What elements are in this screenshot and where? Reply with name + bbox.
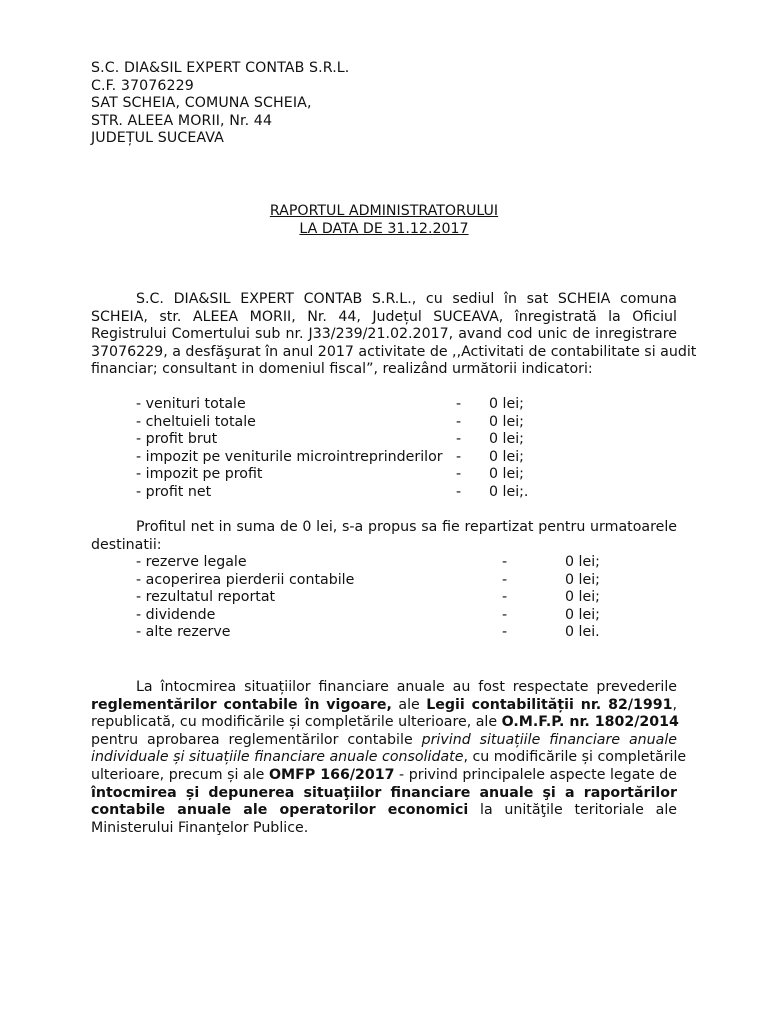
legal-line [91,714,677,732]
indicator-dash: - [456,396,462,412]
intro-line: SCHEIA, str. ALEEA MORII, Nr. 44, Județul SUCEAVA, înregistrată la Oficiul [91,308,677,325]
legal-line: La întocmirea situațiilor financiare anuale au fost respectate prevederile [136,679,677,695]
legal-text: ale [391,696,427,713]
destination-value: 0 lei. [565,624,600,641]
destination-label: - rezultatul reportat [136,589,276,606]
indicator-value: 0 lei; [489,413,524,430]
legal-text: la unităţile teritoriale ale [468,802,677,819]
indicator-row [136,484,528,502]
indicator-value: 0 lei; [489,466,524,483]
report-title-line1: RAPORTUL ADMINISTRATORULUI [269,203,499,219]
destination-label: - alte rezerve [136,624,231,641]
indicator-dash: - [456,448,462,465]
indicator-label: - venituri totale [136,396,246,412]
legal-ref: O.M.F.P. nr. 1802/2014 [501,714,679,731]
company-header [91,60,349,148]
intro-line: 37076229, a desfăşurat în anul 2017 activitate de ,,Activitati de contabilitate si audit [91,343,697,360]
legal-ref: reglementărilor contabile în vigoare, [91,696,392,713]
destination-row [136,589,600,607]
company-county: JUDEȚUL SUCEAVA [91,130,224,147]
destination-row [136,572,600,590]
indicator-label: - profit brut [136,431,218,448]
destination-row [136,554,600,572]
indicator-dash: - [456,431,462,448]
legal-ref: contabile anuale ale operatorilor economici [91,802,469,819]
legal-text: , [672,696,678,713]
indicator-label: - impozit pe profit [136,466,263,483]
legal-line [91,732,677,750]
indicator-label: - profit net [136,483,212,500]
destination-value: 0 lei; [565,554,600,570]
indicator-label: - impozit pe veniturile microintreprinderilor [136,448,443,465]
intro-paragraph [91,291,697,379]
legal-paragraph [91,679,687,837]
legal-ref: întocmirea și depunerea situaţiilor financiare anuale şi a raportărilor [91,784,677,801]
destination-dash: - [502,624,508,641]
legal-line [91,785,677,803]
indicator-dash: - [456,483,462,500]
destination-value: 0 lei; [565,589,600,606]
destination-dash: - [502,571,508,588]
intro-line: financiar; consultant in domeniul fiscal”, realizând următorii indicatori: [91,361,593,378]
legal-text: ulterioare, precum și ale [91,766,269,783]
legal-text: , cu modificările și completările [463,749,687,766]
company-address-line2: STR. ALEEA MORII, Nr. 44 [91,112,273,129]
intro-line: S.C. DIA&SIL EXPERT CONTAB S.R.L., cu sediul în sat SCHEIA comuna [136,291,677,307]
company-name: S.C. DIA&SIL EXPERT CONTAB S.R.L. [91,60,350,76]
legal-text: pentru aprobarea reglementărilor contabile [91,731,422,748]
indicator-value: 0 lei; [489,431,524,448]
legal-line [91,697,677,715]
destination-row [136,607,600,625]
intro-line: Registrului Comertului sub nr. J33/239/21.02.2017, avand cod unic de inregistrare [91,326,677,343]
legal-line [91,767,677,785]
legal-line: Ministerului Finanţelor Publice. [91,819,309,836]
legal-italic: privind situațiile financiare anuale [421,731,677,748]
indicator-row [136,466,528,484]
indicator-row [136,449,528,467]
company-cf: C.F. 37076229 [91,77,194,94]
legal-italic: individuale și situațiile financiare anuale consolidate [91,749,464,766]
indicator-row [136,396,528,414]
destination-dash: - [502,589,508,606]
destination-label: - dividende [136,606,216,623]
indicator-dash: - [456,413,462,430]
indicator-row [136,414,528,432]
indicator-value: 0 lei; [489,396,524,412]
destination-value: 0 lei; [565,606,600,623]
destination-label: - rezerve legale [136,554,247,570]
destination-label: - acoperirea pierderii contabile [136,571,355,588]
legal-text: republicată, cu modificările și completările ulterioare, ale [91,714,502,731]
destinations-table [136,554,600,642]
legal-line [91,749,687,767]
destination-dash: - [502,554,508,570]
profit-line: Profitul net in suma de 0 lei, s-a propus sa fie repartizat pentru urmatoarele [136,519,677,535]
legal-text: - privind principalele aspecte legate de [394,766,677,783]
destination-value: 0 lei; [565,571,600,588]
report-title-line2: LA DATA DE 31.12.2017 [299,220,469,237]
profit-paragraph [91,519,677,554]
indicator-label: - cheltuieli totale [136,413,256,430]
legal-ref: OMFP 166/2017 [268,766,395,783]
destination-row [136,624,600,642]
company-address-line1: SAT SCHEIA, COMUNA SCHEIA, [91,95,312,112]
indicator-dash: - [456,466,462,483]
legal-line [91,802,677,820]
report-title [0,203,768,238]
indicators-table [136,396,528,502]
legal-ref: Legii contabilității nr. 82/1991 [426,696,673,713]
indicator-value: 0 lei; [489,448,524,465]
indicator-row [136,431,528,449]
indicator-value: 0 lei;. [489,483,529,500]
destination-dash: - [502,606,508,623]
profit-line: destinatii: [91,536,162,553]
